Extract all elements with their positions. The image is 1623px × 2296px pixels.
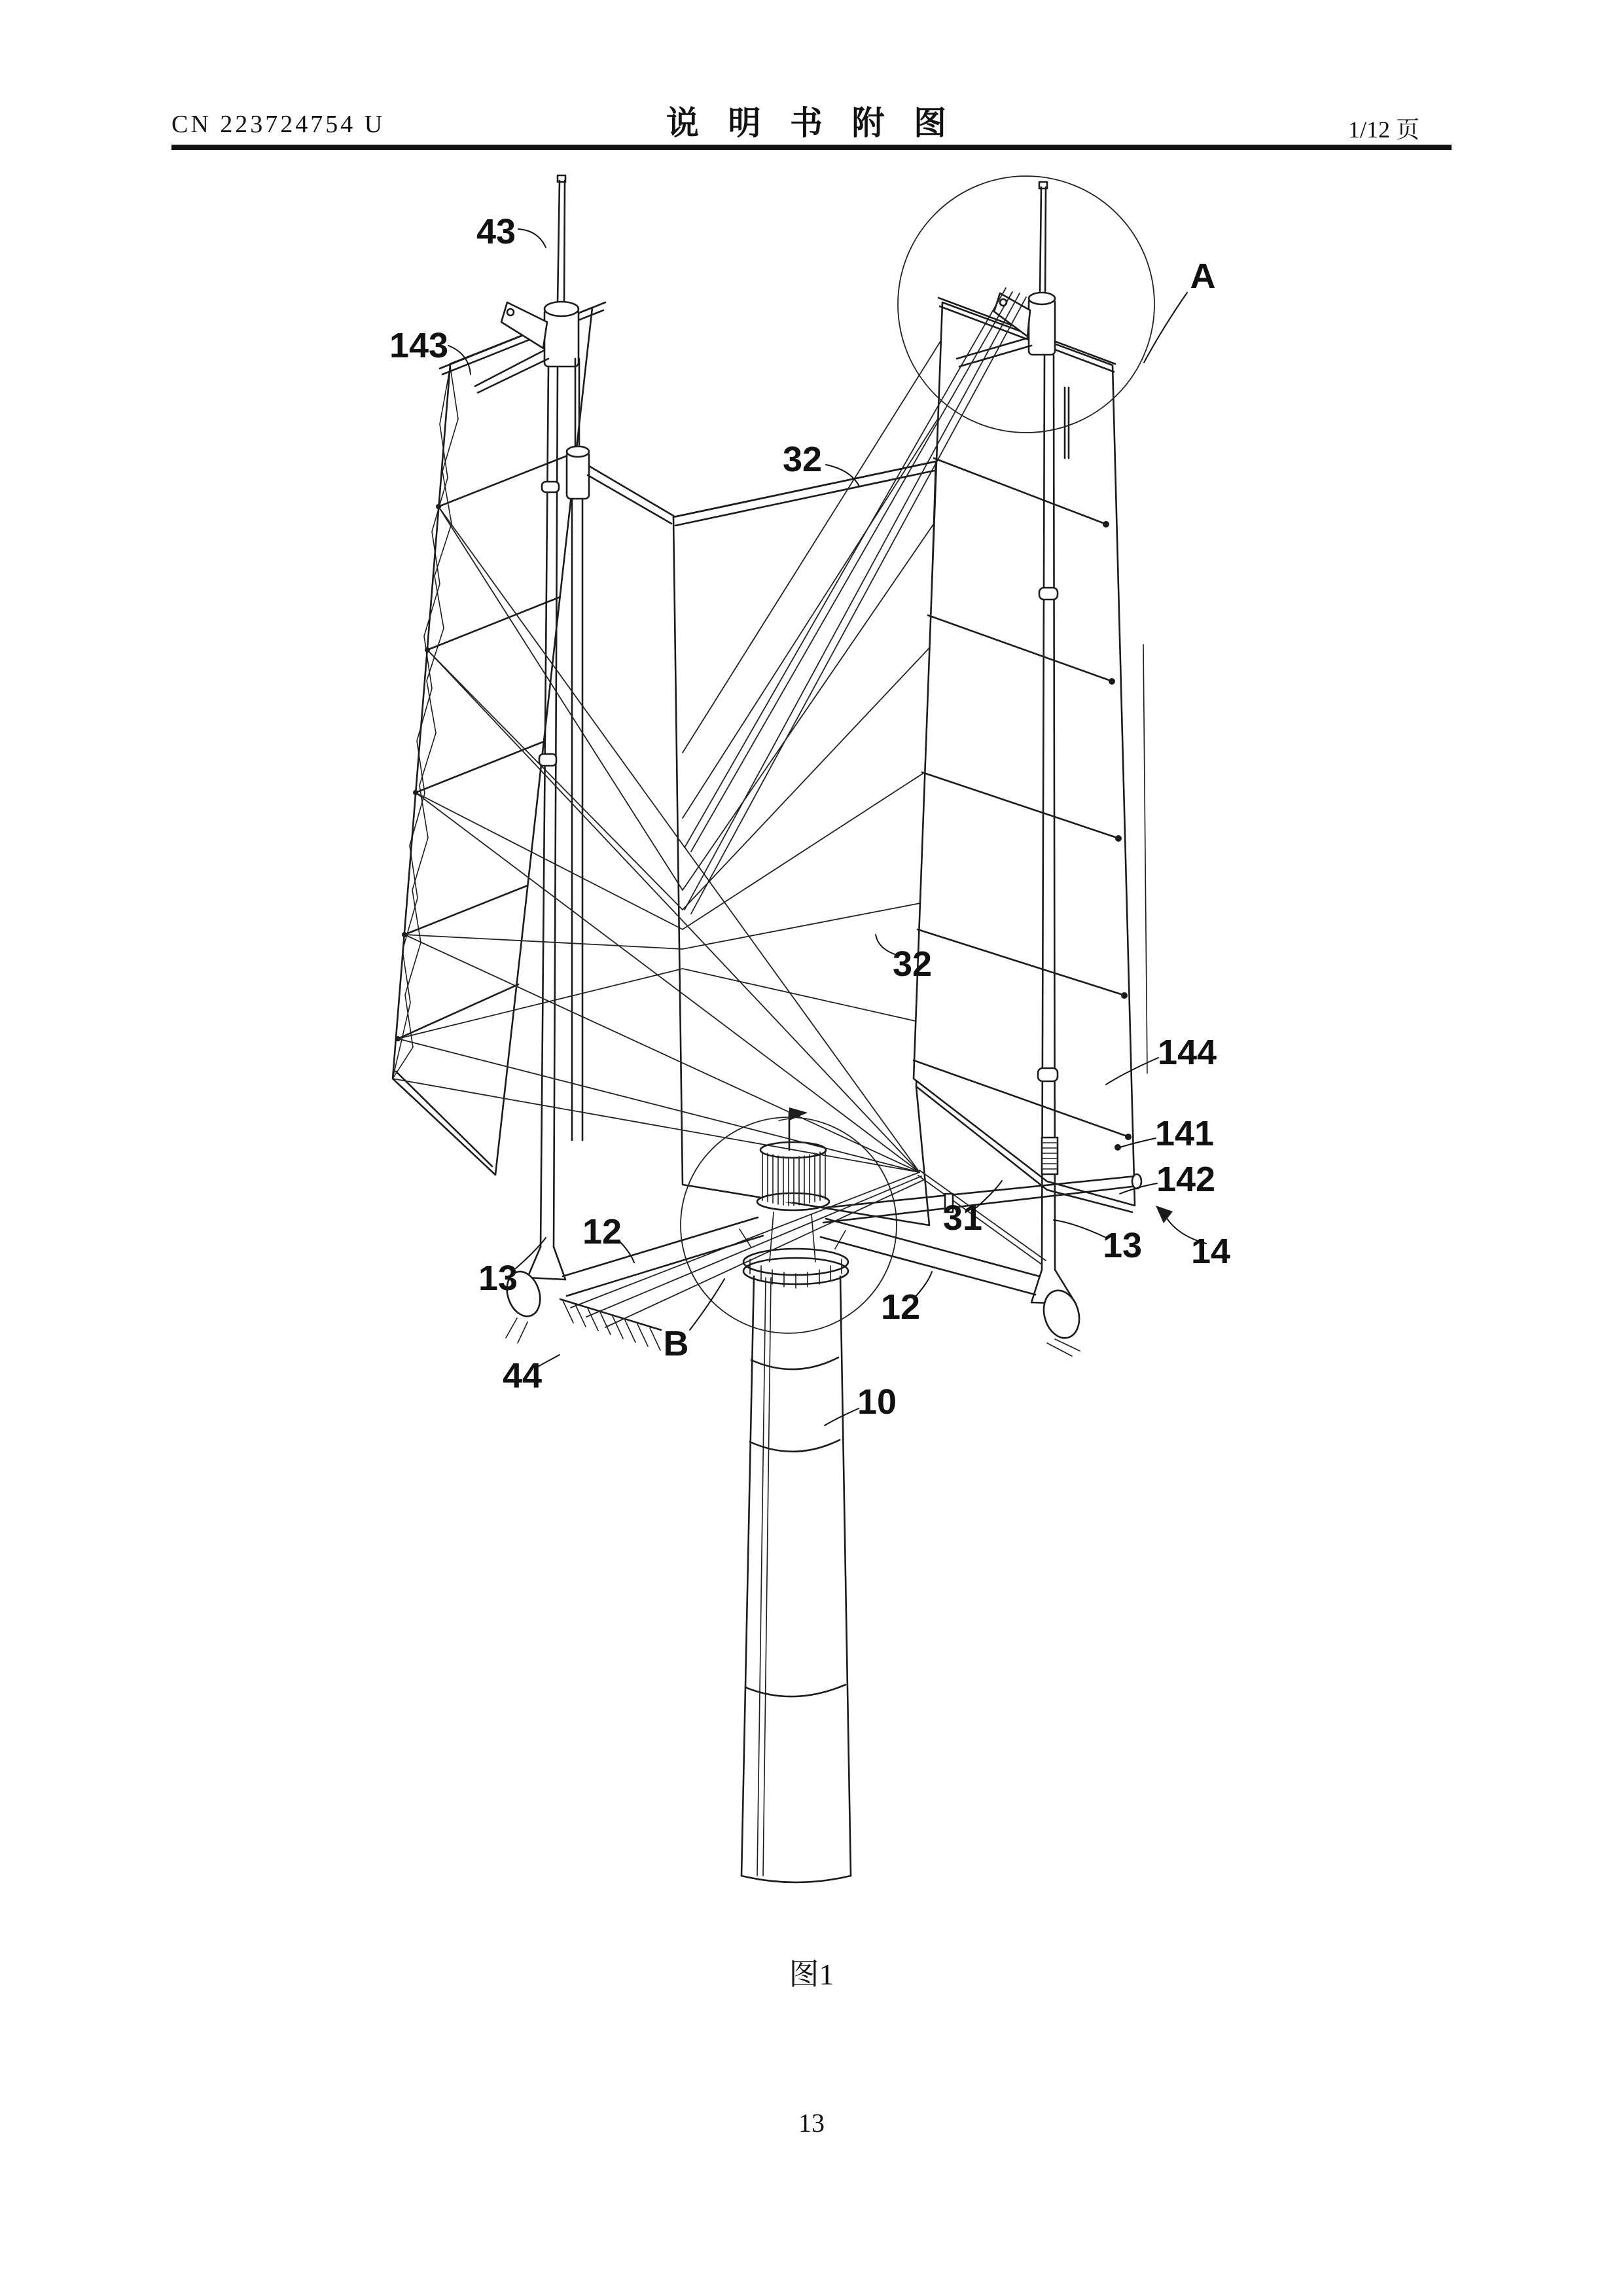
ref-label-32-lower: 32 [892,944,933,984]
right-roller [1039,1286,1084,1342]
page-number: 13 [798,2108,825,2138]
ref-label-44: 44 [502,1356,543,1395]
left-masthead [544,309,579,367]
ref-label-141: 141 [1154,1114,1215,1153]
figure-caption: 图1 [789,1958,834,1991]
mast-winch [1042,1138,1058,1174]
ref-label-13-right: 13 [1102,1226,1143,1265]
ref-label-14: 14 [1190,1232,1231,1271]
ref-label-A: A [1190,257,1216,296]
ref-label-10: 10 [857,1382,897,1422]
ref-label-13-left: 13 [478,1259,518,1298]
ref-label-143: 143 [389,326,449,365]
right-sail [914,298,1147,1212]
ref-label-B: B [663,1324,689,1363]
ref-label-43: 43 [476,212,516,251]
ref-label-31: 31 [942,1198,983,1238]
document-title: 说 明 书 附 图 [666,105,957,141]
ref-label-32-upper: 32 [782,440,823,479]
tower [741,1276,851,1882]
patent-number: CN 223724754 U [171,111,385,138]
ref-label-12-right: 12 [880,1287,921,1327]
page-indicator: 1/12 页 [1348,117,1420,143]
ref-label-142: 142 [1156,1160,1216,1199]
ref-label-144: 144 [1157,1033,1217,1072]
right-masthead [1029,298,1055,355]
ref-label-12-left: 12 [582,1212,622,1251]
left-sail [393,302,605,1175]
center-sail-panel [673,461,936,1225]
mid-mast [567,359,673,1140]
